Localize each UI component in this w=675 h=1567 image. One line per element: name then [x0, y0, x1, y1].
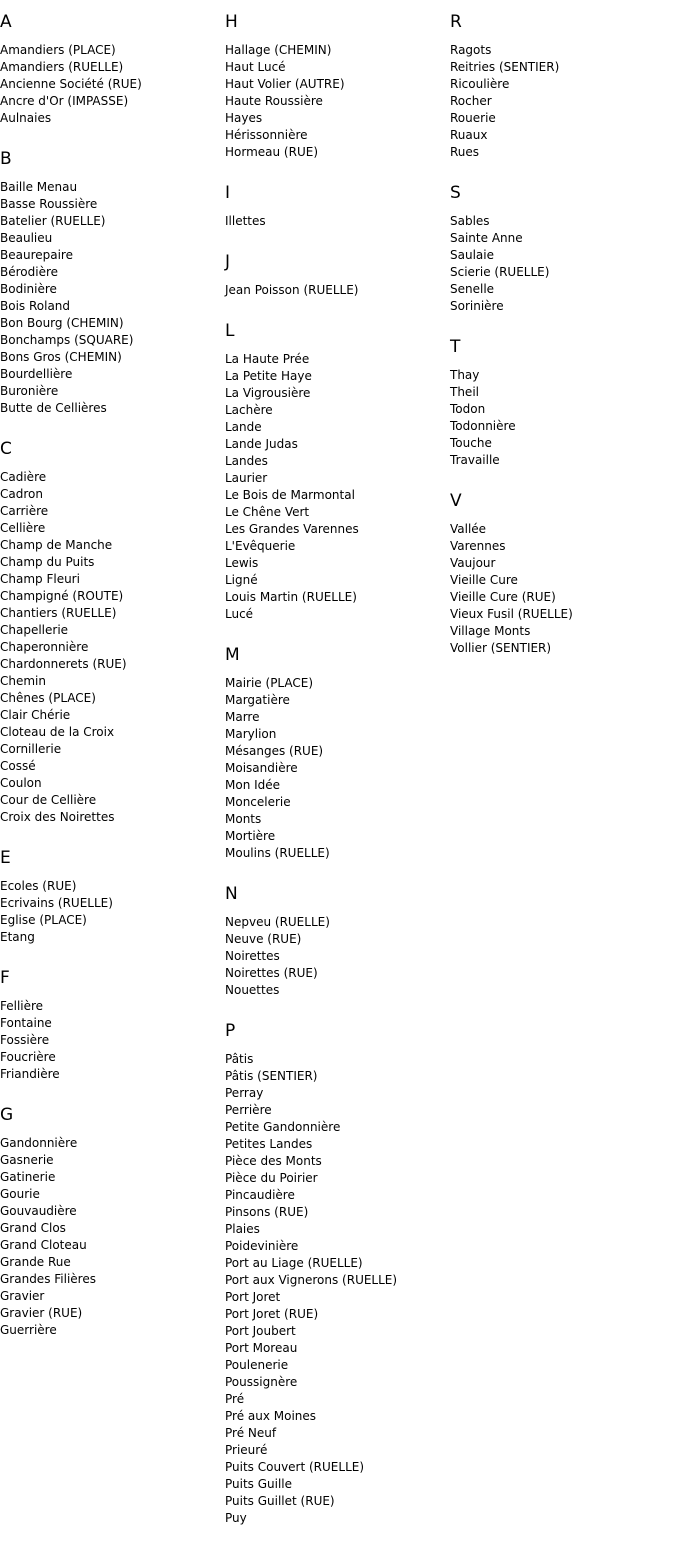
- street-name: Moncelerie: [225, 795, 291, 809]
- street-name: Cellière: [0, 521, 46, 535]
- letter-section: [0, 848, 220, 946]
- street-name: Pièce des Monts: [225, 1154, 322, 1168]
- street-name: La Petite Haye: [225, 369, 312, 383]
- letter-section: [0, 968, 220, 1083]
- street-list: [225, 351, 445, 623]
- street-name: Amandiers (RUELLE): [0, 60, 124, 74]
- street-name: Scierie (RUELLE): [450, 265, 550, 279]
- street-name: Petites Landes: [225, 1137, 313, 1151]
- street-name: Senelle: [450, 282, 495, 296]
- street-list: [450, 521, 670, 657]
- street-name: Hérissonnière: [225, 128, 308, 142]
- section-letter-heading: A: [0, 12, 12, 32]
- street-name: Fossière: [0, 1033, 50, 1047]
- street-name: Hormeau (RUE): [225, 145, 318, 159]
- street-list: [225, 675, 445, 862]
- street-name: Le Chêne Vert: [225, 505, 310, 519]
- section-letter-heading: P: [225, 1021, 236, 1041]
- street-name: Margatière: [225, 693, 290, 707]
- street-name: Etang: [0, 930, 35, 944]
- street-name: Grand Cloteau: [0, 1238, 87, 1252]
- street-name: Bodinière: [0, 282, 57, 296]
- street-name: Prieuré: [225, 1443, 268, 1457]
- street-name: Basse Roussière: [0, 197, 98, 211]
- letter-section: [225, 12, 445, 161]
- street-list: [225, 42, 445, 161]
- street-name: Marre: [225, 710, 260, 724]
- street-name: Bon Bourg (CHEMIN): [0, 316, 124, 330]
- street-name: Haut Volier (AUTRE): [225, 77, 345, 91]
- letter-section: [450, 12, 670, 161]
- street-name: Noirettes (RUE): [225, 966, 318, 980]
- street-name: Bois Roland: [0, 299, 71, 313]
- street-name: Mairie (PLACE): [225, 676, 314, 690]
- index-column: [225, 0, 445, 1549]
- street-name: La Haute Prée: [225, 352, 310, 366]
- street-name: Lande Judas: [225, 437, 298, 451]
- street-name: Port Joret: [225, 1290, 281, 1304]
- street-name: Guerrière: [0, 1323, 57, 1337]
- street-name: Gravier: [0, 1289, 45, 1303]
- street-name: La Vigrousière: [225, 386, 311, 400]
- letter-section: [225, 645, 445, 862]
- street-name: Champ Fleuri: [0, 572, 80, 586]
- street-list: [0, 469, 220, 826]
- street-name: Illettes: [225, 214, 266, 228]
- street-name: Reitries (SENTIER): [450, 60, 560, 74]
- index-column: [450, 0, 670, 679]
- street-list: [450, 213, 670, 315]
- street-name: Cour de Cellière: [0, 793, 97, 807]
- street-name: Poussignère: [225, 1375, 298, 1389]
- street-name: Laurier: [225, 471, 268, 485]
- street-name: Gravier (RUE): [0, 1306, 83, 1320]
- street-name: Beaurepaire: [0, 248, 73, 262]
- street-name: Sainte Anne: [450, 231, 523, 245]
- street-name: Haute Roussière: [225, 94, 323, 108]
- street-name: Saulaie: [450, 248, 494, 262]
- street-name: Gourie: [0, 1187, 40, 1201]
- street-name: Vieille Cure: [450, 573, 518, 587]
- street-name: Vollier (SENTIER): [450, 641, 552, 655]
- street-name: Vaujour: [450, 556, 496, 570]
- section-letter-heading: H: [225, 12, 238, 32]
- street-name: Hayes: [225, 111, 263, 125]
- street-name: Gasnerie: [0, 1153, 54, 1167]
- street-name: Petite Gandonnière: [225, 1120, 341, 1134]
- street-name: Champigné (ROUTE): [0, 589, 124, 603]
- street-name: Cornillerie: [0, 742, 62, 756]
- street-name: Puits Couvert (RUELLE): [225, 1460, 365, 1474]
- street-list: [225, 282, 445, 299]
- street-list: [225, 914, 445, 999]
- street-name: Cossé: [0, 759, 36, 773]
- street-name: Pâtis (SENTIER): [225, 1069, 318, 1083]
- street-name: Cadron: [0, 487, 43, 501]
- street-name: Cloteau de la Croix: [0, 725, 115, 739]
- street-name: Port au Liage (RUELLE): [225, 1256, 363, 1270]
- street-name: Chaperonnière: [0, 640, 89, 654]
- letter-section: [225, 321, 445, 623]
- section-letter-heading: L: [225, 321, 235, 341]
- street-name: Grand Clos: [0, 1221, 66, 1235]
- street-name: Pré: [225, 1392, 245, 1406]
- street-name: Lachère: [225, 403, 273, 417]
- street-name: Beaulieu: [0, 231, 53, 245]
- letter-section: [0, 1105, 220, 1339]
- street-name: Moisandière: [225, 761, 298, 775]
- index-column: [0, 0, 220, 1361]
- street-name: Fontaine: [0, 1016, 52, 1030]
- street-name: Bons Gros (CHEMIN): [0, 350, 122, 364]
- street-name: L'Evêquerie: [225, 539, 296, 553]
- street-list: [0, 1135, 220, 1339]
- street-name: Foucrière: [0, 1050, 56, 1064]
- street-name: Chemin: [0, 674, 46, 688]
- street-name: Amandiers (PLACE): [0, 43, 116, 57]
- street-list: [0, 179, 220, 417]
- street-name: Friandière: [0, 1067, 60, 1081]
- street-name: Haut Lucé: [225, 60, 286, 74]
- street-name: Vallée: [450, 522, 487, 536]
- section-letter-heading: M: [225, 645, 240, 665]
- street-name: Puy: [225, 1511, 247, 1525]
- street-name: Ancienne Société (RUE): [0, 77, 142, 91]
- street-name: Louis Martin (RUELLE): [225, 590, 357, 604]
- street-name: Plaies: [225, 1222, 260, 1236]
- street-name: Grande Rue: [0, 1255, 71, 1269]
- street-name: Mortière: [225, 829, 276, 843]
- street-name: Landes: [225, 454, 268, 468]
- section-letter-heading: I: [225, 183, 231, 203]
- street-name: Todonnière: [450, 419, 516, 433]
- street-name: Vieux Fusil (RUELLE): [450, 607, 573, 621]
- street-name: Sorinière: [450, 299, 504, 313]
- street-name: Puits Guillet (RUE): [225, 1494, 335, 1508]
- street-name: Ligné: [225, 573, 258, 587]
- street-name: Clair Chérie: [0, 708, 71, 722]
- street-name: Nouettes: [225, 983, 280, 997]
- street-name: Pinsons (RUE): [225, 1205, 309, 1219]
- letter-section: [225, 252, 445, 299]
- street-name: Grandes Filières: [0, 1272, 96, 1286]
- street-list: [225, 1051, 445, 1527]
- street-name: Baille Menau: [0, 180, 78, 194]
- street-name: Le Bois de Marmontal: [225, 488, 355, 502]
- street-name: Gandonnière: [0, 1136, 78, 1150]
- street-name: Lewis: [225, 556, 259, 570]
- letter-section: [225, 183, 445, 230]
- street-name: Ricoulière: [450, 77, 510, 91]
- street-name: Ancre d'Or (IMPASSE): [0, 94, 129, 108]
- street-name: Mon Idée: [225, 778, 281, 792]
- street-name: Port aux Vignerons (RUELLE): [225, 1273, 398, 1287]
- street-name: Jean Poisson (RUELLE): [225, 283, 359, 297]
- street-name: Noirettes: [225, 949, 280, 963]
- street-name: Buronière: [0, 384, 59, 398]
- letter-section: [450, 183, 670, 315]
- street-name: Ecoles (RUE): [0, 879, 77, 893]
- street-name: Bourdellière: [0, 367, 73, 381]
- street-name: Rocher: [450, 94, 492, 108]
- section-letter-heading: R: [450, 12, 462, 32]
- street-name: Puits Guille: [225, 1477, 293, 1491]
- street-name: Lucé: [225, 607, 254, 621]
- street-name: Sables: [450, 214, 490, 228]
- street-name: Poidevinière: [225, 1239, 299, 1253]
- letter-section: [0, 439, 220, 826]
- street-list: [450, 42, 670, 161]
- street-name: Pièce du Poirier: [225, 1171, 318, 1185]
- street-name: Cadière: [0, 470, 47, 484]
- street-name: Carrière: [0, 504, 49, 518]
- street-name: Butte de Cellières: [0, 401, 107, 415]
- street-list: [0, 878, 220, 946]
- street-name: Touche: [450, 436, 492, 450]
- street-name: Poulenerie: [225, 1358, 289, 1372]
- street-name: Neuve (RUE): [225, 932, 302, 946]
- letter-section: [0, 12, 220, 127]
- street-name: Perrière: [225, 1103, 272, 1117]
- street-name: Coulon: [0, 776, 42, 790]
- street-name: Hallage (CHEMIN): [225, 43, 332, 57]
- street-name: Gouvaudière: [0, 1204, 77, 1218]
- street-list: [225, 213, 445, 230]
- street-name: Pâtis: [225, 1052, 254, 1066]
- street-name: Rouerie: [450, 111, 496, 125]
- street-list: [0, 998, 220, 1083]
- street-name: Pincaudière: [225, 1188, 295, 1202]
- letter-section: [225, 1021, 445, 1527]
- street-name: Ecrivains (RUELLE): [0, 896, 113, 910]
- street-name: Croix des Noirettes: [0, 810, 115, 824]
- street-name: Village Monts: [450, 624, 531, 638]
- section-letter-heading: N: [225, 884, 238, 904]
- street-name: Gatinerie: [0, 1170, 56, 1184]
- section-letter-heading: V: [450, 491, 462, 511]
- street-name: Pré Neuf: [225, 1426, 277, 1440]
- section-letter-heading: C: [0, 439, 12, 459]
- street-name: Nepveu (RUELLE): [225, 915, 330, 929]
- street-name: Lande: [225, 420, 262, 434]
- street-name: Rues: [450, 145, 480, 159]
- street-name: Ruaux: [450, 128, 488, 142]
- section-letter-heading: E: [0, 848, 11, 868]
- street-name: Chênes (PLACE): [0, 691, 96, 705]
- letter-section: [450, 491, 670, 657]
- street-name: Theil: [450, 385, 479, 399]
- street-name: Fellière: [0, 999, 44, 1013]
- section-letter-heading: G: [0, 1105, 14, 1125]
- street-list: [450, 367, 670, 469]
- street-name: Perray: [225, 1086, 264, 1100]
- section-letter-heading: B: [0, 149, 12, 169]
- street-name: Bonchamps (SQUARE): [0, 333, 134, 347]
- street-name: Chantiers (RUELLE): [0, 606, 117, 620]
- street-name: Thay: [450, 368, 480, 382]
- street-name: Eglise (PLACE): [0, 913, 87, 927]
- street-name: Champ de Manche: [0, 538, 113, 552]
- letter-section: [225, 884, 445, 999]
- street-name: Ragots: [450, 43, 492, 57]
- street-name: Aulnaies: [0, 111, 52, 125]
- street-name: Port Moreau: [225, 1341, 298, 1355]
- street-name: Champ du Puits: [0, 555, 95, 569]
- street-name: Travaille: [450, 453, 500, 467]
- section-letter-heading: J: [225, 252, 231, 272]
- section-letter-heading: F: [0, 968, 10, 988]
- street-name: Les Grandes Varennes: [225, 522, 359, 536]
- street-name: Moulins (RUELLE): [225, 846, 330, 860]
- street-name: Batelier (RUELLE): [0, 214, 106, 228]
- street-name: Bérodière: [0, 265, 59, 279]
- street-list: [0, 42, 220, 127]
- street-name: Mésanges (RUE): [225, 744, 324, 758]
- letter-section: [0, 149, 220, 417]
- section-letter-heading: S: [450, 183, 461, 203]
- street-name: Monts: [225, 812, 262, 826]
- street-name: Vieille Cure (RUE): [450, 590, 556, 604]
- street-name: Chapellerie: [0, 623, 69, 637]
- section-letter-heading: T: [450, 337, 461, 357]
- street-name: Pré aux Moines: [225, 1409, 317, 1423]
- street-name: Chardonnerets (RUE): [0, 657, 127, 671]
- street-name: Marylion: [225, 727, 277, 741]
- street-name: Varennes: [450, 539, 506, 553]
- letter-section: [450, 337, 670, 469]
- street-name: Port Joret (RUE): [225, 1307, 319, 1321]
- street-name: Todon: [450, 402, 486, 416]
- street-name: Port Joubert: [225, 1324, 296, 1338]
